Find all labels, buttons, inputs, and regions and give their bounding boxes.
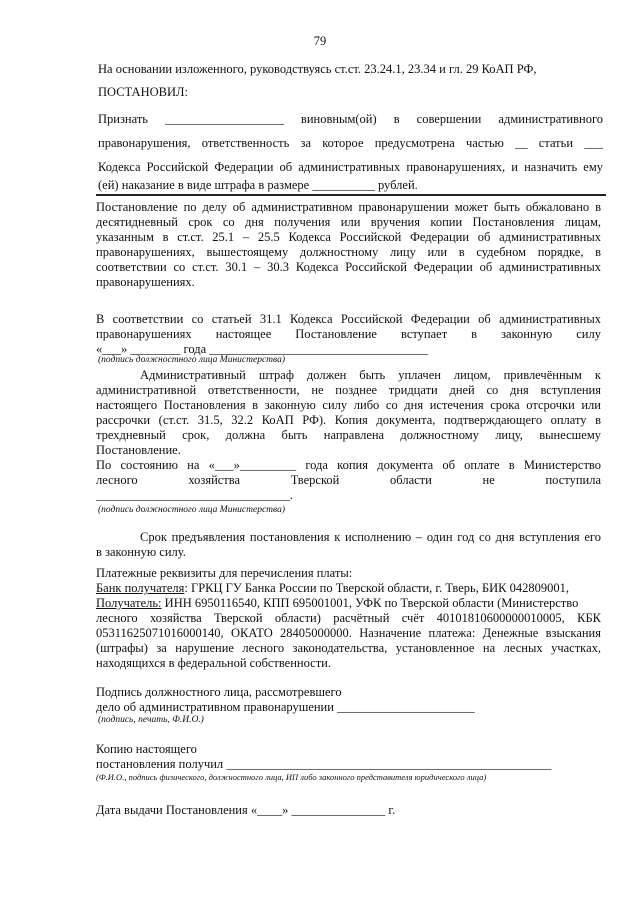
- section-divider: [96, 194, 606, 196]
- issue-month-field: _______________: [291, 803, 386, 817]
- decision-text: виновным(ой) в совершении административного: [300, 112, 604, 126]
- decision-line-2: правонарушения, ответственность за которое предусмотрена частью __ статьи ___: [98, 136, 603, 150]
- page-number: 79: [313, 34, 327, 48]
- signature-caption: (подпись, печать, Ф.И.О.): [98, 715, 204, 725]
- appeal-paragraph: Постановление по делу об административном правонарушении может быть обжаловано в десятидневный срок со дня получения или вручения копии Постановления лицам, указанным в ст.ст. 25.1 – 25.5 Кодекса Российской Федерации об административных правонарушениях, вышестоящему должностному лицу или в судебном порядке, в соответствии со ст.ст. 30.1 – 30.3 Кодекса Российской Федерации об административных правонарушениях.: [96, 200, 601, 289]
- recipient-label: Получатель:: [96, 596, 162, 610]
- decree-title: ПОСТАНОВИЛ:: [98, 85, 188, 99]
- decision-line-3: Кодекса Российской Федерации об административных правонарушениях, и назначить ему: [98, 160, 603, 174]
- effect-signature-field: ___________________________________: [209, 342, 428, 356]
- payment-paragraph: Административный штраф должен быть уплачен лицом, привлечённым к административной ответственности, не позднее тридцати дней со дня вступления настоящего Постановления в законную силу либо со дня истечения срока отсрочки или рассрочки (ст.ст. 31.5, 32.2 КоАП РФ). Копия документа, подтверждающего оплату в трехдневный срок, должна быть направлена должностному лицу, вынесшему Постановление. По состоянию на «___»_________ года копия документа об оплате в Министерство лесного хозяйства Тверской области не поступила _______________________________.: [96, 368, 601, 502]
- effect-year-field: ________ года: [130, 342, 207, 356]
- intro-text: На основании изложенного, руководствуясь ст.ст. 23.24.1, 23.34 и гл. 29 КоАП РФ,: [98, 62, 537, 76]
- signature-line-1: Подпись должностного лица, рассмотревшего: [96, 685, 342, 699]
- requisites-paragraph: Платежные реквизиты для перечисления платы: Банк получателя: ГРКЦ ГУ Банка России по Тверской области, г. Тверь, БИК 042809001, Получатель: ИНН 6950116540, КПП 695001001, УФК по Тверской области (Министерство лесного хозяйства Тверской области) расчётный счёт 40101810600000010005, КБК 05311625071016000140, ОКАТО 28405000000. Назначение платежа: Денежные взыскания (штрафы) за нарушение лесного законодательства, установленное на лесных участках, находящихся в федеральной собственности.: [96, 566, 601, 670]
- fine-amount-field: __________: [312, 178, 375, 192]
- copy-line-2: постановления получил ____________________________________________________: [96, 757, 552, 771]
- decision-label: Признать: [98, 112, 148, 126]
- bank-value: : ГРКЦ ГУ Банка России по Тверской области, г. Тверь, БИК 042809001,: [184, 581, 570, 595]
- effect-day-field: «___»: [96, 342, 128, 356]
- payment-signature-caption: (подпись должностного лица Министерства): [98, 505, 285, 515]
- issue-date-line: Дата выдачи Постановления «____» _______________ г.: [96, 803, 396, 817]
- requisites-title: Платежные реквизиты для перечисления платы:: [96, 566, 353, 580]
- copy-caption: (Ф.И.О., подпись физического, должностного лица, ИП либо законного представителя юридического лица): [96, 772, 487, 782]
- receiver-signature-field: ____________________________________________________: [226, 757, 552, 771]
- decision-line-1: [98, 112, 603, 127]
- term-paragraph: Срок предъявления постановления к исполнению – один год со дня вступления его в законную силу.: [96, 530, 601, 559]
- person-name-field: ___________________: [165, 112, 284, 126]
- recipient-value: ИНН 6950116540, КПП 695001001, УФК по Тверской области (Министерство: [161, 596, 579, 610]
- signature-line-2: дело об административном правонарушении ______________________: [96, 700, 475, 714]
- payment-signature-field: _______________________________.: [96, 488, 293, 502]
- bank-label: Банк получателя: [96, 581, 185, 595]
- copy-line-1: Копию настоящего: [96, 742, 197, 756]
- issue-day-field: ____: [257, 803, 283, 817]
- effect-paragraph: В соответствии со статьей 31.1 Кодекса Российской Федерации об административных правонарушениях настоящее Постановление вступает в законную силу «___» ________ года ___________________________________: [96, 312, 601, 356]
- official-signature-field: ______________________: [337, 700, 475, 714]
- decision-line-4: (ей) наказание в виде штрафа в размере __________ рублей.: [98, 178, 418, 192]
- effect-signature-caption: (подпись должностного лица Министерства): [98, 355, 285, 365]
